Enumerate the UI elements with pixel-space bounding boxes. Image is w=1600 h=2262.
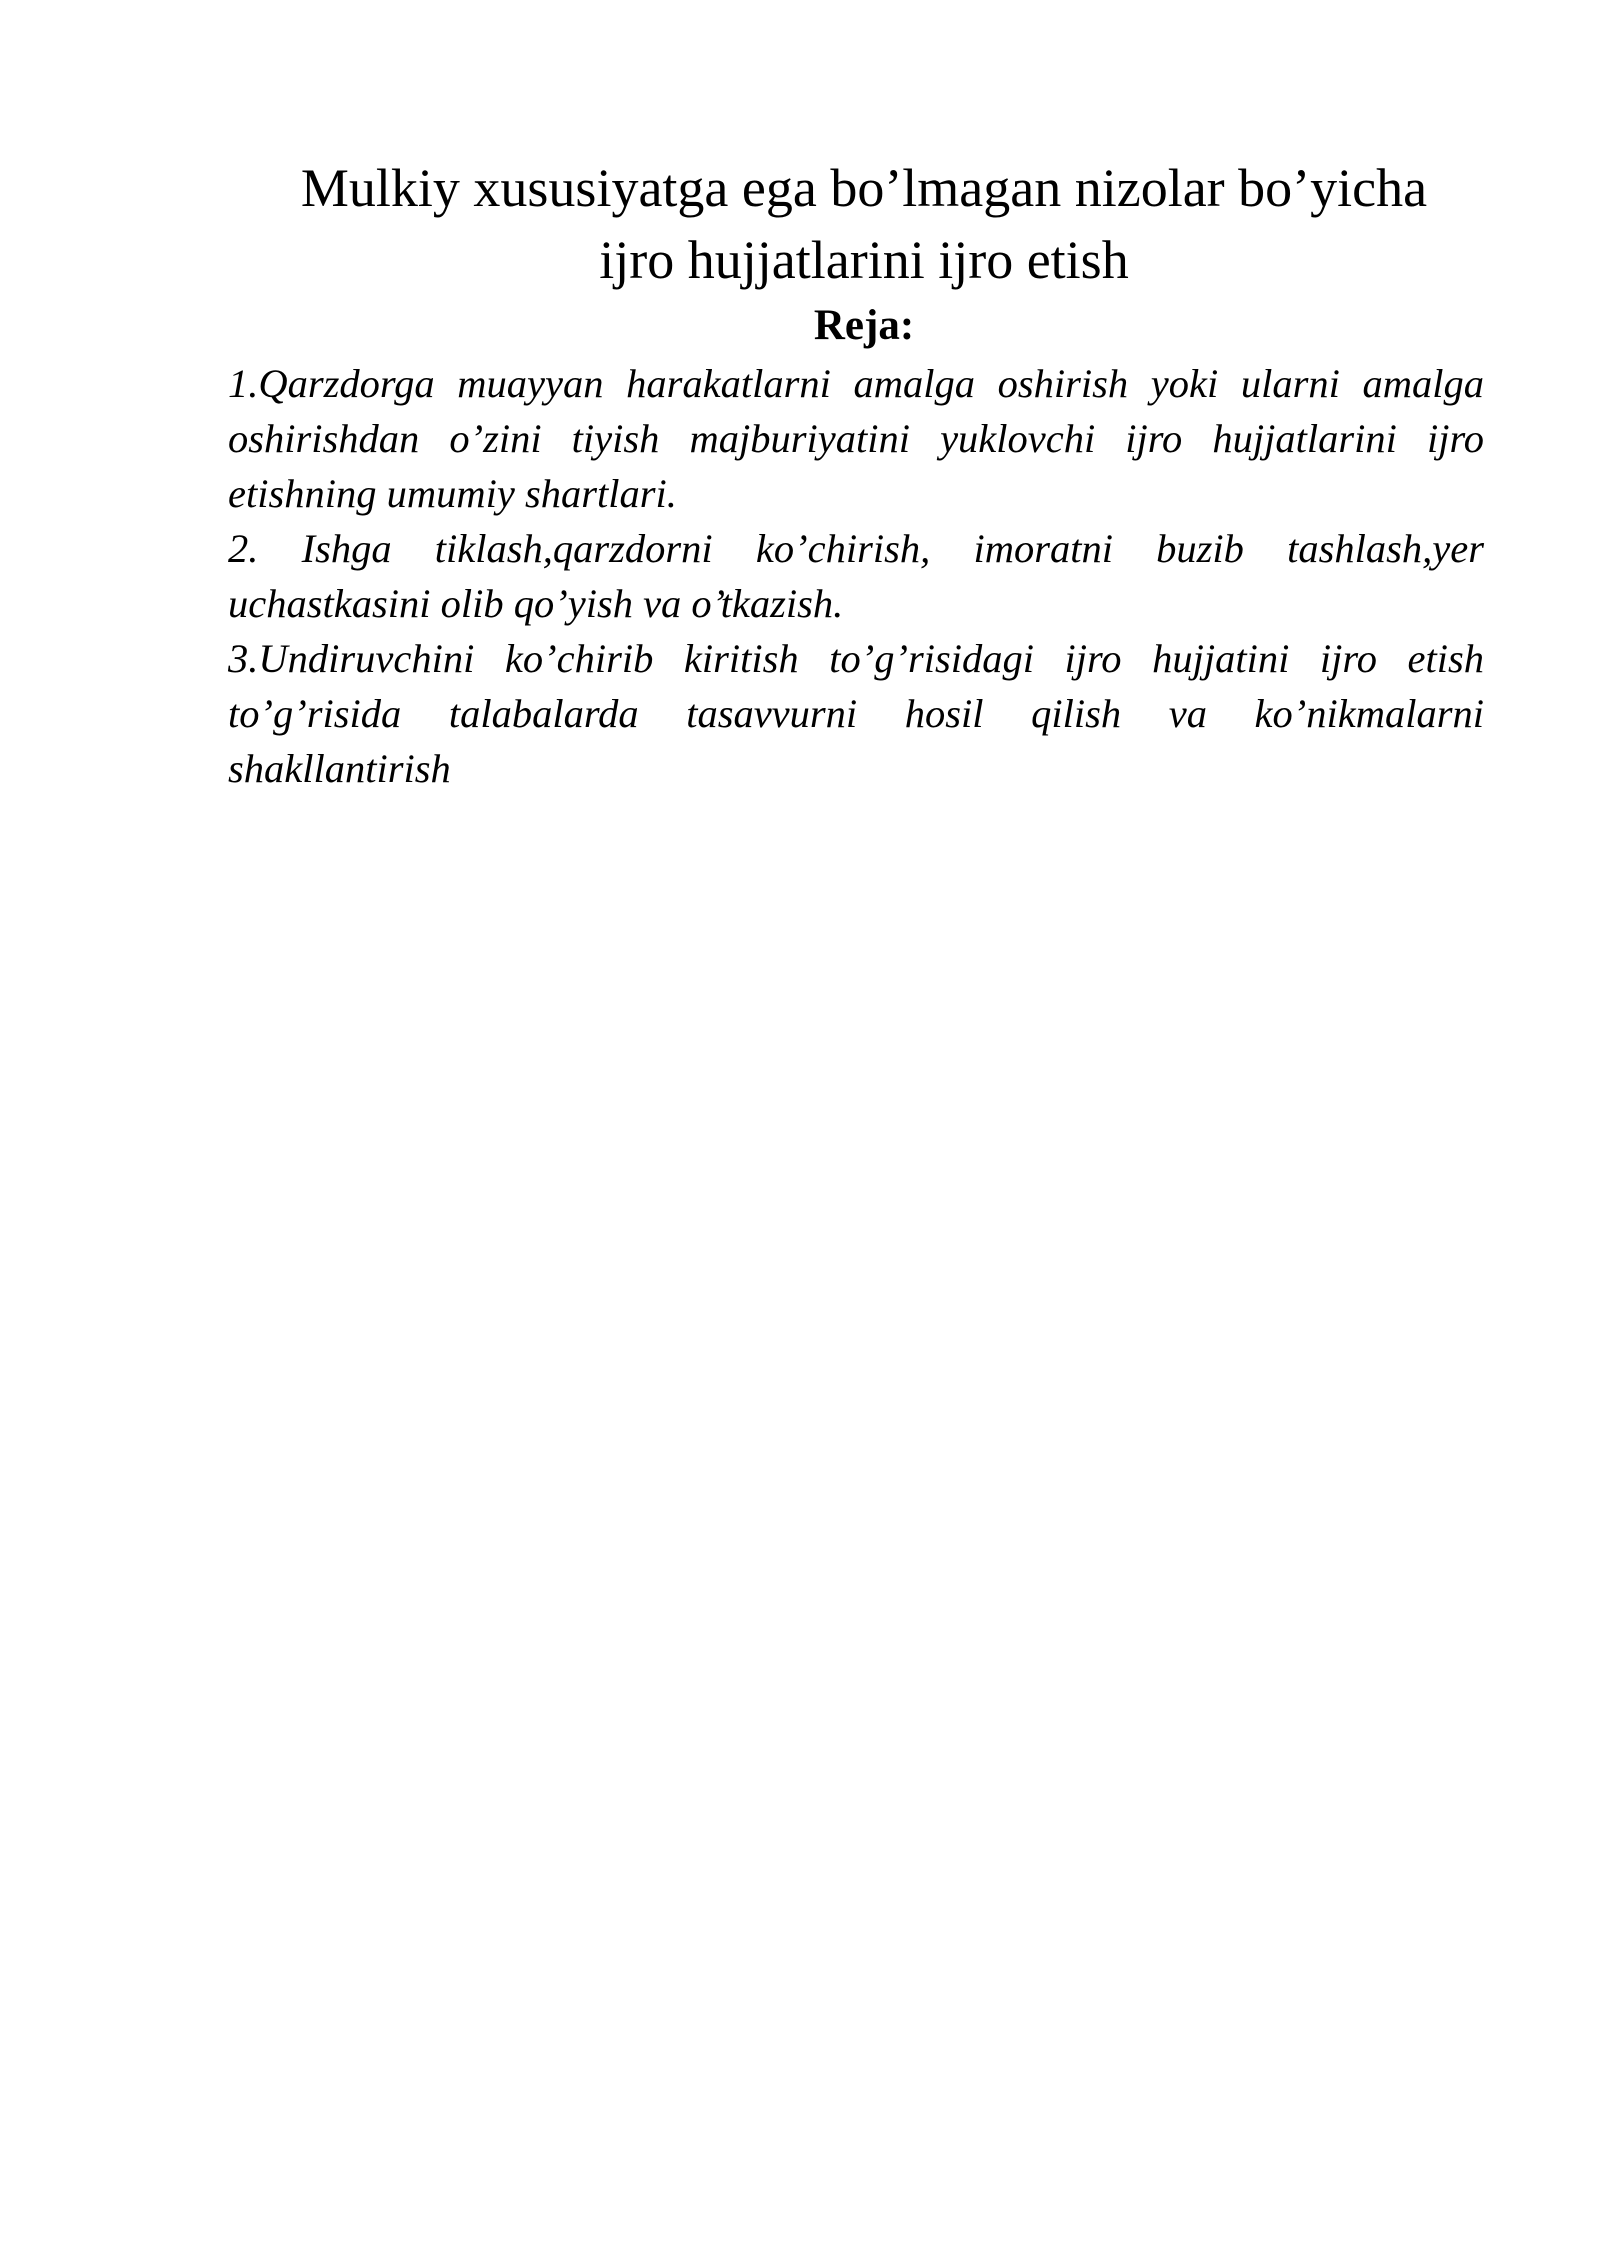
title-line-2: ijro hujjatlarini ijro etish (599, 230, 1129, 290)
document-title (228, 152, 1484, 296)
plan-item-3: 3.Undiruvchini ko’chirib kiritish to’g’risidagi ijro hujjatini ijro etish to’g’risida talabalarda tasavvurni hosil qilish va ko’nikmalarni shakllantirish (228, 636, 1484, 791)
plan-item-2: 2. Ishga tiklash,qarzdorni ko’chirish, imoratni buzib tashlash,yer uchastkasini olib qo’yish va o’tkazish. (228, 526, 1484, 626)
plan-item-1: 1.Qarzdorga muayyan harakatlarni amalga oshirish yoki ularni amalga oshirishdan o’zini tiyish majburiyatini yuklovchi ijro hujjatlarini ijro etishning umumiy shartlari. (228, 361, 1484, 516)
plan-list (228, 356, 1484, 796)
document-content (228, 152, 1484, 796)
title-line-1: Mulkiy xususiyatga ega bo’lmagan nizolar bo’yicha (300, 158, 1428, 218)
plan-heading: Reja: (813, 302, 915, 349)
